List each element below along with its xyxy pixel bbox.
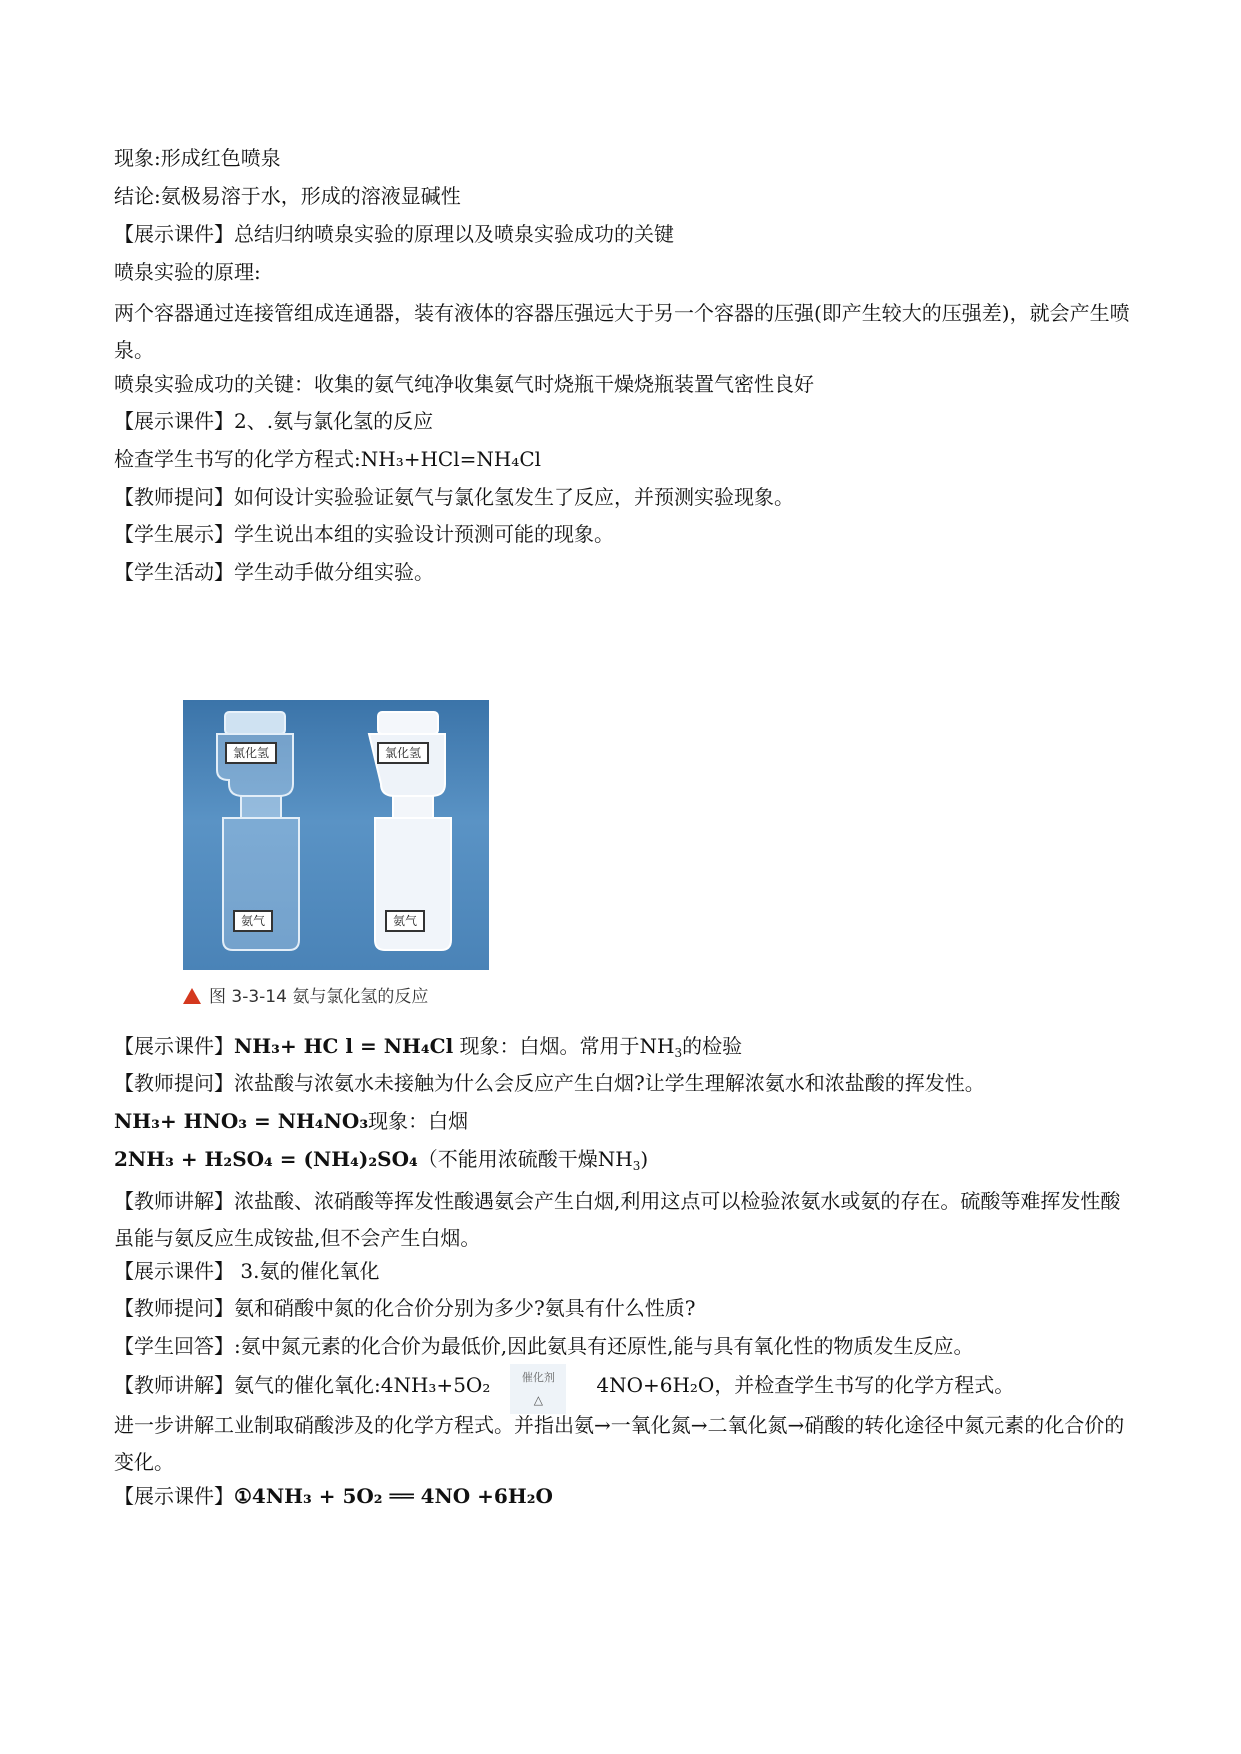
section-tag: 【展示课件】 [114, 222, 234, 246]
equation-nitric-line [114, 1107, 468, 1135]
teacher-explain-1 [114, 1183, 1134, 1257]
section-tag: 【教师提问】 [114, 1071, 234, 1095]
equation-sulfuric-line [114, 1145, 648, 1173]
paragraph-text: 学生说出本组的实验设计预测可能的现象。 [234, 522, 614, 546]
paragraph-text: 的检验 [682, 1034, 743, 1058]
heat-icon: △ [510, 1386, 566, 1414]
left-bottom-bottle-label: 氨气 [233, 910, 273, 932]
bottles-illustration [183, 700, 489, 970]
section-tag: 【教师提问】 [114, 1296, 234, 1320]
section-tag: 【展示课件】 [114, 409, 234, 433]
courseware-line-1 [114, 220, 674, 248]
equation-nh3-hcl-bold: NH₃+ HC l = NH₄Cl [234, 1034, 454, 1058]
subscript: 3 [632, 1159, 641, 1173]
equation-catalytic-oxidation: ①4NH₃ + 5O₂ ══ 4NO +6H₂O [234, 1484, 553, 1508]
right-bottom-bottle-label: 氨气 [385, 910, 425, 932]
caption-triangle-icon [183, 988, 201, 1004]
subscript: 3 [674, 1046, 683, 1060]
section-tag: 【学生展示】 [114, 522, 234, 546]
equation-check-line [114, 445, 541, 473]
courseware-line-2 [114, 407, 433, 435]
paragraph-text: 氨中氮元素的化合价为最低价,因此氨具有还原性,能与具有氧化性的物质发生反应。 [240, 1334, 974, 1358]
courseware-line-3 [114, 1032, 742, 1060]
paragraph-text: 3.氨的催化氧化 [234, 1259, 380, 1283]
paragraph-text: 浓盐酸与浓氨水未接触为什么会反应产生白烟?让学生理解浓氨水和浓盐酸的挥发性。 [234, 1071, 985, 1095]
key-points-line: 喷泉实验成功的关键：收集的氨气纯净收集氨气时烧瓶干燥烧瓶装置气密性良好 [114, 372, 814, 396]
conclusion-line: 结论:氨极易溶于水，形成的溶液显碱性 [114, 184, 461, 208]
paragraph-text: 浓盐酸、浓硝酸等挥发性酸遇氨会产生白烟,利用这点可以检验浓氨水或氨的存在。硫酸等难挥发性酸虽能与氨反应生成铵盐,但不会产生白烟。 [114, 1189, 1121, 1250]
paragraph-text: 总结归纳喷泉实验的原理以及喷泉实验成功的关键 [234, 222, 674, 246]
principle-paragraph: 两个容器通过连接管组成连通器，装有液体的容器压强远大于另一个容器的压强(即产生较大的压强差)，就会产生喷泉。 [114, 301, 1130, 362]
paragraph-text: 现象：白烟 [368, 1109, 469, 1133]
section-tag: 【学生活动】 [114, 560, 234, 584]
student-activity-line [114, 558, 434, 586]
further-explain-paragraph: 进一步讲解工业制取硝酸涉及的化学方程式。并指出氨→一氧化氮→二氧化氮→硝酸的转化途径中氮元素的化合价的变化。 [114, 1413, 1125, 1474]
section-tag: 【展示课件】 [114, 1259, 234, 1283]
student-answer-line [114, 1332, 973, 1360]
paragraph-text: 学生动手做分组实验。 [234, 560, 434, 584]
section-tag: 【教师提问】 [114, 485, 234, 509]
equation-left: 4NH₃+5O₂ [380, 1373, 491, 1397]
section-tag: 【学生回答】: [114, 1334, 241, 1358]
section-tag: 【教师讲解】 [114, 1373, 234, 1397]
student-show-line [114, 520, 614, 548]
left-top-bottle-label: 氯化氢 [225, 742, 277, 764]
paragraph-text: 2、.氨与氯化氢的反应 [234, 409, 434, 433]
paragraph-text: ) [640, 1147, 649, 1171]
equation-nh3-h2so4: 2NH₃ + H₂SO₄ = (NH₄)₂SO₄ [114, 1147, 418, 1171]
courseware-line-5 [114, 1482, 553, 1510]
teacher-question-1 [114, 483, 794, 511]
paragraph-text: ，并检查学生书写的化学方程式。 [714, 1373, 1015, 1397]
teacher-explain-2 [114, 1370, 1015, 1407]
section-tag: 【展示课件】 [114, 1484, 234, 1508]
paragraph-text: 检查学生书写的化学方程式: [114, 447, 361, 471]
phenomenon-line: 现象:形成红色喷泉 [114, 146, 281, 170]
right-top-bottle-label: 氯化氢 [377, 742, 429, 764]
paragraph-text: 氨和硝酸中氮的化合价分别为多少?氨具有什么性质? [234, 1296, 696, 1320]
reaction-figure [183, 700, 489, 1007]
teacher-question-3 [114, 1294, 695, 1322]
teacher-question-2 [114, 1069, 985, 1097]
reaction-condition [510, 1370, 566, 1407]
equation-nh3-hno3: NH₃+ HNO₃ = NH₄NO₃ [114, 1109, 369, 1133]
paragraph-text: （不能用浓硫酸干燥NH [417, 1147, 633, 1171]
catalyst-label: 催化剂 [510, 1364, 566, 1394]
courseware-line-4 [114, 1257, 379, 1285]
paragraph-text: 如何设计实验验证氨气与氯化氢发生了反应，并预测实验现象。 [234, 485, 794, 509]
section-tag: 【教师讲解】 [114, 1189, 234, 1213]
section-tag: 【展示课件】 [114, 1034, 234, 1058]
paragraph-text: 氨气的催化氧化: [234, 1373, 381, 1397]
figure-caption [183, 982, 513, 1007]
paragraph-text: 现象：白烟。常用于NH [453, 1034, 675, 1058]
caption-text: 图 3-3-14 氨与氯化氢的反应 [209, 987, 429, 1007]
reaction-photo [183, 700, 489, 970]
principle-heading: 喷泉实验的原理: [114, 260, 261, 284]
equation-nh3-hcl: NH₃+HCl=NH₄Cl [360, 447, 542, 471]
equation-right: 4NO+6H₂O [596, 1373, 715, 1397]
